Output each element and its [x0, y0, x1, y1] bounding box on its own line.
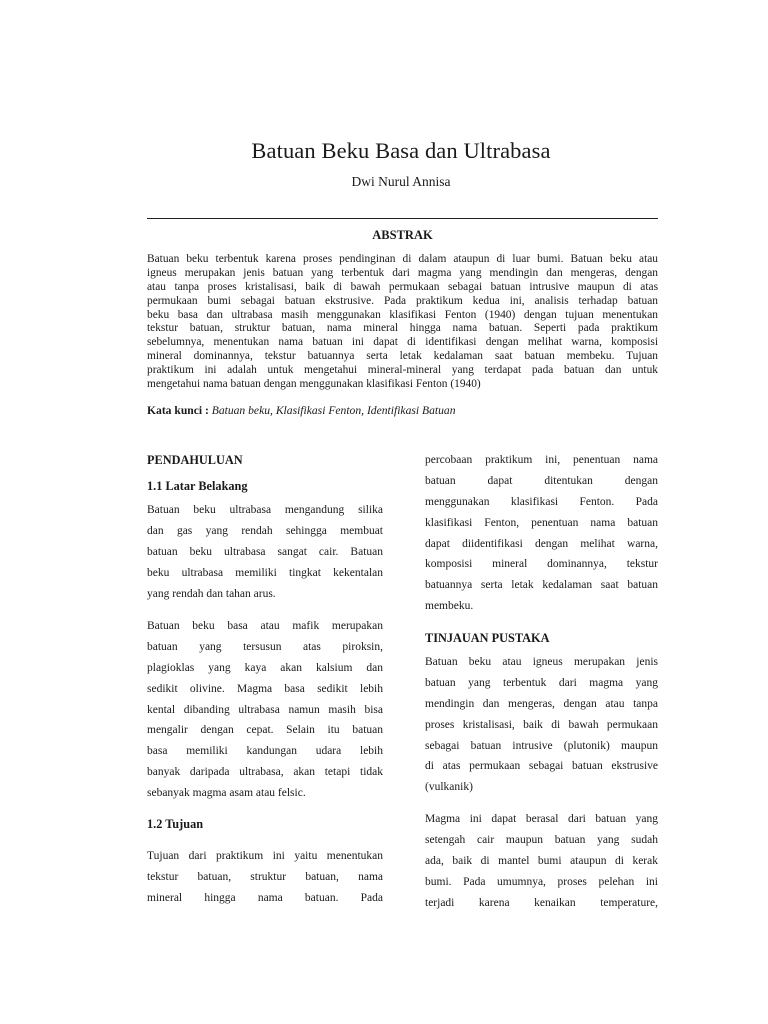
abstract-line: praktikum ini adalah untuk mengetahui mineral-mineral yang terdapat pada batuan dan untuk [147, 364, 658, 377]
text-line: di atas permukaan sebagai batuan ekstrusive [425, 760, 658, 773]
text-line: sebagai batuan intrusive (plutonik) maupun [425, 739, 658, 752]
text-line: basa memiliki kandungan udara lebih [147, 745, 383, 758]
subsection-heading-tujuan: 1.2 Tujuan [147, 817, 204, 831]
text-line: klasifikasi Fenton, penentuan nama batuan [425, 516, 658, 529]
paragraph [147, 500, 383, 604]
paragraph [425, 450, 658, 617]
keywords-text: Batuan beku, Klasifikasi Fenton, Identifikasi Batuan [208, 404, 456, 417]
text-line: tekstur batuan, struktur batuan, nama [147, 870, 383, 883]
subsection-heading-latar-belakang: 1.1 Latar Belakang [147, 479, 248, 493]
text-line: sedikit olivine. Magma basa sedikit lebih [147, 682, 383, 695]
paragraph [425, 652, 658, 798]
text-line: Batuan beku basa atau mafik merupakan [147, 620, 383, 632]
text-line: batuan beku ultrabasa sangat cair. Batuan [147, 545, 383, 558]
text-line: membeku. [425, 600, 474, 613]
text-line: komposisi mineral dominannya, tekstur [425, 558, 658, 571]
text-line: Batuan beku ultrabasa mengandung silika [147, 504, 383, 516]
text-line: kental dibanding ultrabasa namun masih bisa [147, 703, 383, 716]
text-line: (vulkanik) [425, 781, 473, 794]
section-heading-tinjauan-pustaka: TINJAUAN PUSTAKA [425, 631, 550, 645]
abstract-line: sebelumnya, menentukan nama batuan ini dapat di identifikasi dengan melihat warna, komposisi [147, 336, 658, 349]
paragraph [147, 616, 383, 804]
text-line: banyak daripada ultrabasa, akan tetapi tidak [147, 766, 383, 779]
text-line: mineral hingga nama batuan. Pada [147, 891, 383, 904]
text-line: mengalir dengan cepat. Selain itu batuan [147, 724, 383, 737]
abstract-heading: ABSTRAK [372, 228, 433, 242]
text-line: mendingin dan mengeras, dengan atau tanpa [425, 697, 658, 710]
abstract-line: mineral dominannya, tekstur batuannya serta letak kedalaman saat batuan membeku. Tujuan [147, 350, 658, 363]
section-heading-pendahuluan: PENDAHULUAN [147, 453, 243, 467]
text-line: setengah cair maupun batuan yang sudah [425, 833, 658, 846]
text-line: batuan dapat ditentukan dengan [425, 474, 658, 487]
abstract-line: igneus merupakan jenis batuan yang terbentuk dari magma yang mendingin dan mengeras, dengan [147, 266, 658, 279]
left-column [147, 0, 383, 1024]
text-line: sebanyak magma asam atau felsic. [147, 787, 306, 800]
text-line: percobaan praktikum ini, penentuan nama [425, 454, 658, 466]
right-column [425, 0, 658, 1024]
abstract-line: mengetahui nama batuan dengan menggunakan klasifikasi Fenton (1940) [147, 378, 481, 391]
text-line: ada, baik di mantel bumi ataupun di kerak [425, 854, 658, 867]
paragraph [425, 809, 658, 913]
text-line: Batuan beku atau igneus merupakan jenis [425, 656, 658, 668]
abstract-line: tekstur batuan, struktur batuan, nama mineral hingga nama batuan. Seperti pada praktikum [147, 322, 658, 335]
text-line: menggunakan klasifikasi Fenton. Pada [425, 495, 658, 508]
keywords-label: Kata kunci : [147, 404, 209, 417]
text-line: yang rendah dan tahan arus. [147, 587, 276, 600]
author-name: Dwi Nurul Annisa [351, 174, 451, 189]
text-line: batuan yang tersusun atas piroksin, [147, 640, 383, 653]
abstract-line: beku basa dan ultrabasa masih menggunakan klasifikasi Fenton (1940) dengan tujuan menentukan [147, 308, 658, 321]
text-line: Tujuan dari praktikum ini yaitu menentukan [147, 850, 383, 862]
paragraph [147, 846, 383, 909]
text-line: dan gas yang rendah sehingga membuat [147, 524, 383, 537]
paper-title: Batuan Beku Basa dan Ultrabasa [251, 138, 551, 163]
text-line: proses kristalisasi, baik di bawah permukaan [425, 718, 658, 731]
text-line: batuannya serta letak kedalaman saat batuan [425, 579, 658, 592]
text-line: bumi. Pada umumnya, proses pelehan ini [425, 875, 658, 888]
abstract-line: permukaan bumi sebagai batuan ekstrusive. Pada praktikum kedua ini, analisis terhadap batuan [147, 294, 658, 307]
text-line: dapat diidentifikasi dengan melihat warna, [425, 537, 658, 550]
text-line: plagioklas yang kaya akan kalsium dan [147, 661, 383, 674]
text-line: beku ultrabasa memiliki tingkat kekentalan [147, 566, 383, 579]
text-line: Magma ini dapat berasal dari batuan yang [425, 813, 658, 825]
text-line: terjadi karena kenaikan temperature, [425, 896, 658, 909]
abstract-line: Batuan beku terbentuk karena proses pendinginan di dalam ataupun di luar bumi. Batuan beku atau [147, 253, 658, 265]
text-line: batuan yang terbentuk dari magma yang [425, 676, 658, 689]
abstract-line: atau tanpa proses kristalisasi, baik di bawah permukaan sebagai batuan intrusive maupun di atas [147, 280, 658, 293]
